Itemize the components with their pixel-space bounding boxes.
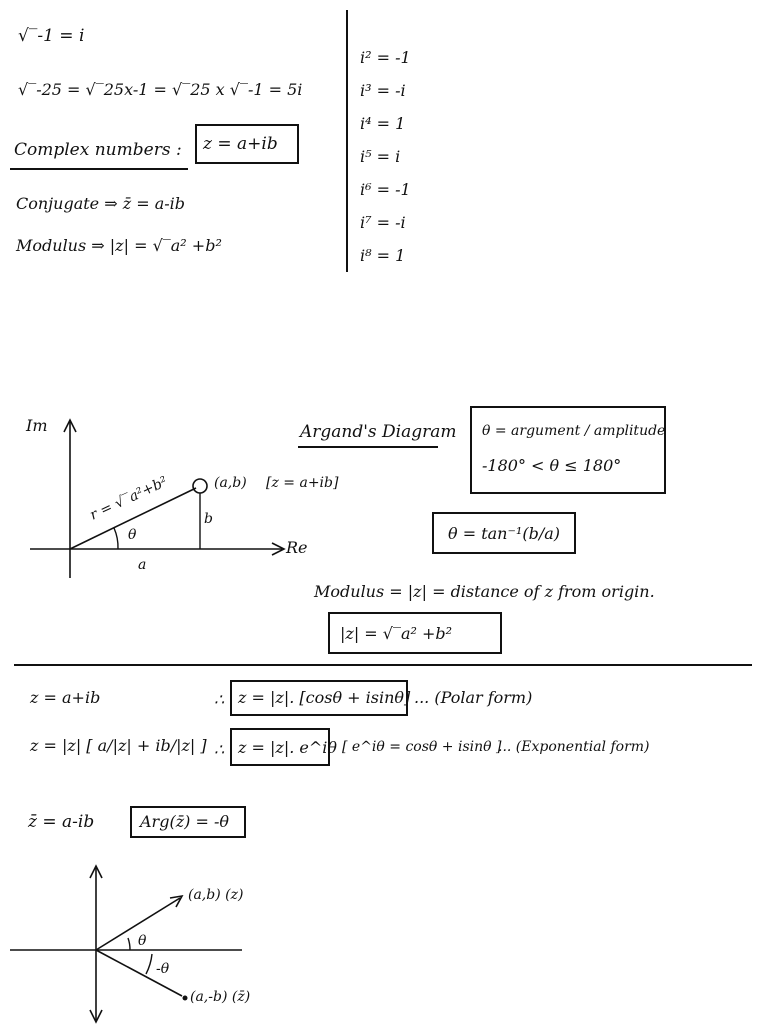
therefore-1: ∴ — [214, 690, 225, 709]
modulus-line: Modulus ⇒ |z| = √‾a² +b² — [16, 236, 222, 255]
power-of-i: i² = -1 — [360, 48, 411, 67]
a-label: a — [138, 557, 147, 573]
power-of-i: i⁴ = 1 — [360, 114, 406, 133]
argument-box — [470, 406, 666, 494]
power-of-i: i⁸ = 1 — [360, 246, 406, 265]
exponential-formula: z = |z|. e^iθ — [238, 738, 338, 757]
power-of-i: i⁵ = i — [360, 147, 401, 166]
modulus-box-formula: |z| = √‾a² +b² — [340, 624, 453, 643]
power-of-i: i⁶ = -1 — [360, 180, 411, 199]
theta-arc — [114, 528, 118, 549]
argument-line1: θ = argument / amplitude — [482, 423, 666, 439]
r-label: r = √‾a²+b² — [87, 473, 171, 524]
z-modulus-expansion: z = |z| [ a/|z| + ib/|z| ] — [30, 736, 207, 755]
therefore-2: ∴ — [214, 740, 225, 759]
point-ab — [193, 479, 207, 493]
exponential-label: ... (Exponential form) — [498, 739, 650, 755]
neg-theta-arc — [146, 954, 152, 974]
theta-label: θ — [128, 527, 137, 543]
conj-theta: θ — [138, 933, 147, 949]
conj-neg-theta: -θ — [156, 961, 170, 977]
power-of-i: i³ = -i — [360, 81, 406, 100]
euler-formula: [ e^iθ = cosθ + isinθ ] — [342, 739, 502, 755]
conjugate-line: Conjugate ⇒ z̄ = a-ib — [16, 194, 186, 213]
vector-z-arrow — [170, 896, 182, 907]
z-point-label: (a,b) (z) — [188, 887, 244, 903]
im-label: Im — [26, 416, 48, 435]
complex-underline — [10, 168, 188, 170]
power-of-i: i⁷ = -i — [360, 213, 406, 232]
zbar-point-label: (a,-b) (z̄) — [190, 989, 251, 1005]
horizontal-divider — [14, 664, 752, 666]
argand-title: Argand's Diagram — [300, 422, 457, 442]
modulus-definition: Modulus = |z| = distance of z from origin. — [314, 582, 655, 601]
arg-conj-formula: Arg(z̄) = -θ — [140, 812, 229, 831]
z-a-ib: z = a+ib — [30, 688, 101, 707]
sqrt-minus-one-line: √‾-1 = i — [18, 26, 85, 46]
b-label: b — [204, 511, 213, 527]
argument-line2: -180° < θ ≤ 180° — [482, 456, 622, 475]
complex-def: z = a+ib — [203, 134, 278, 154]
vertical-divider — [346, 10, 348, 272]
polar-formula: z = |z|. [cosθ + isinθ] — [238, 688, 411, 707]
re-label: Re — [286, 538, 308, 557]
tan-formula: θ = tan⁻¹(b/a) — [448, 524, 560, 543]
sqrt-minus-25-line: √‾-25 = √‾25x-1 = √‾25 x √‾-1 = 5i — [18, 80, 303, 99]
z-bracket: [z = a+ib] — [266, 475, 339, 491]
point-label: (a,b) — [214, 475, 247, 491]
zbar-point — [183, 996, 188, 1001]
theta-arc-2 — [128, 938, 130, 950]
conjugate-diagram — [0, 858, 300, 1028]
polar-label: ... (Polar form) — [414, 688, 533, 707]
complex-numbers-label: Complex numbers : — [14, 140, 182, 160]
zbar-line: z̄ = a-ib — [28, 812, 95, 832]
argand-title-underline — [298, 446, 438, 448]
